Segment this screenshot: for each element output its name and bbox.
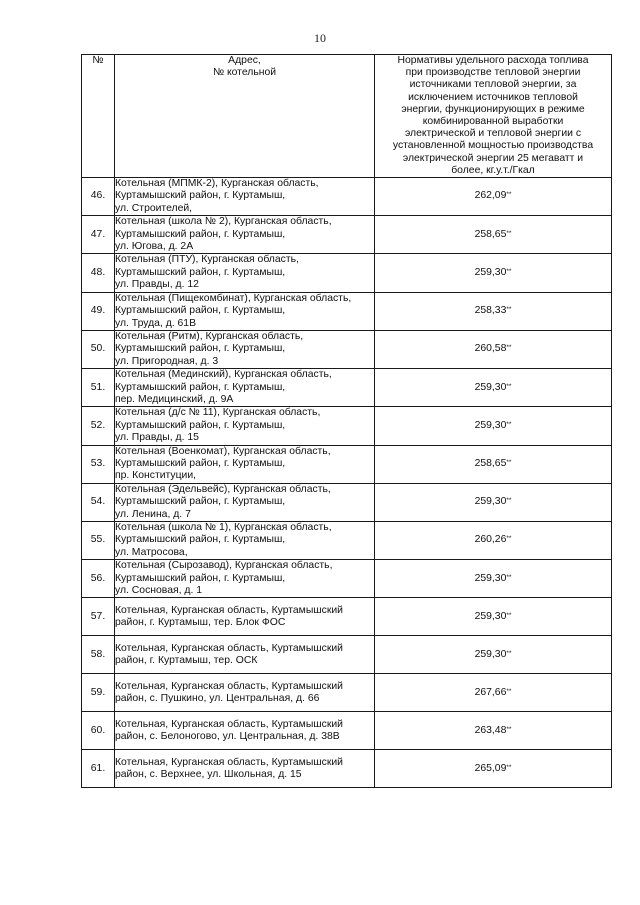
address-line: Куртамышский район, г. Куртамыш, (115, 228, 286, 240)
norm-value: 260,58 (474, 343, 507, 355)
table-row (82, 254, 612, 292)
table-row (82, 636, 612, 674)
footnote-mark: ** (506, 611, 512, 619)
address-line: ул. Правды, д. 15 (115, 432, 199, 444)
address-line: Котельная (школа № 1), Курганская область, (115, 522, 332, 533)
table-row (82, 216, 612, 254)
table-row (82, 560, 612, 598)
address-line: Котельная, Курганская область, Куртамышский (115, 642, 343, 654)
row-address (115, 560, 375, 598)
row-address (115, 712, 375, 750)
address-line: ул. Правды, д. 12 (115, 279, 199, 291)
address-line: Куртамышский район, г. Куртамыш, (115, 266, 286, 278)
norm-value: 259,30 (474, 266, 507, 278)
row-norm-value (375, 178, 612, 216)
row-address (115, 330, 375, 368)
row-number: 57. (82, 598, 115, 636)
header-norm (375, 55, 612, 178)
fuel-norms-table (81, 54, 612, 788)
row-address (115, 674, 375, 712)
footnote-mark: ** (506, 382, 512, 390)
footnote-mark: ** (506, 535, 512, 543)
table-row (82, 598, 612, 636)
table-row (82, 178, 612, 216)
address-line: Котельная, Курганская область, Куртамышский (115, 604, 343, 616)
row-norm-value (375, 216, 612, 254)
footnote-mark: ** (506, 344, 512, 352)
header-norm-line: электрической и тепловой энергии с (404, 128, 582, 140)
row-norm-value (375, 407, 612, 445)
footnote-mark: ** (506, 229, 512, 237)
row-number: 61. (82, 750, 115, 788)
row-address (115, 598, 375, 636)
footnote-mark: ** (506, 687, 512, 695)
page-number: 10 (314, 31, 326, 45)
header-norm-line: электрической энергии 25 мегаватт и (402, 152, 584, 164)
address-line: Котельная (МПМК-2), Курганская область, (115, 178, 319, 190)
table-row (82, 330, 612, 368)
table-row (82, 483, 612, 521)
row-address (115, 483, 375, 521)
table-row (82, 292, 612, 330)
norm-value: 259,30 (474, 610, 507, 622)
footnote-mark: ** (506, 649, 512, 657)
row-norm-value (375, 560, 612, 598)
row-number: 51. (82, 369, 115, 407)
address-line: Куртамышский район, г. Куртамыш, (115, 534, 286, 546)
address-line: Котельная (Сырозавод), Курганская область, (115, 560, 333, 572)
address-line: ул. Югова, д. 2А (115, 241, 194, 253)
address-line: Куртамышский район, г. Куртамыш, (115, 190, 286, 202)
address-line: Куртамышский район, г. Куртамыш, (115, 305, 286, 317)
table-header-row (82, 55, 612, 178)
row-norm-value (375, 750, 612, 788)
address-line: Куртамышский район, г. Куртамыш, (115, 572, 286, 584)
footnote-mark: ** (506, 725, 512, 733)
row-number: 55. (82, 522, 115, 560)
norm-value: 262,09 (474, 190, 507, 202)
header-norm-line: источниками тепловой энергии, за (409, 79, 577, 91)
address-line: район, с. Пушкино, ул. Центральная, д. 66 (115, 692, 320, 704)
row-norm-value (375, 369, 612, 407)
footnote-mark: ** (506, 573, 512, 581)
table-row (82, 674, 612, 712)
row-address (115, 254, 375, 292)
norm-value: 258,65 (474, 457, 507, 469)
row-number: 59. (82, 674, 115, 712)
footnote-mark: ** (506, 267, 512, 275)
footnote-mark: ** (506, 497, 512, 505)
address-line: район, г. Куртамыш, тер. Блок ФОС (115, 616, 286, 628)
norm-value: 263,48 (474, 724, 507, 736)
header-norm-line: исключением источников тепловой (408, 91, 578, 103)
norm-value: 260,26 (474, 534, 507, 546)
row-number: 58. (82, 636, 115, 674)
row-number: 47. (82, 216, 115, 254)
address-line: Котельная (Пищекомбинат), Курганская область, (115, 292, 352, 304)
address-line: Котельная (Военкомат), Курганская область, (115, 445, 331, 457)
row-number: 52. (82, 407, 115, 445)
address-line: Котельная, Курганская область, Куртамышский (115, 718, 343, 730)
address-line: ул. Строителей, (115, 202, 193, 214)
table-row (82, 369, 612, 407)
row-address (115, 522, 375, 560)
address-line: ул. Труда, д. 61В (115, 317, 197, 329)
norm-value: 259,30 (474, 419, 507, 431)
row-number: 54. (82, 483, 115, 521)
header-norm-line: комбинированной выработки (422, 116, 564, 128)
header-address (115, 55, 375, 178)
address-line: Куртамышский район, г. Куртамыш, (115, 381, 286, 393)
row-address (115, 750, 375, 788)
row-norm-value (375, 712, 612, 750)
norm-value: 259,30 (474, 496, 507, 508)
row-norm-value (375, 598, 612, 636)
row-address (115, 216, 375, 254)
row-norm-value (375, 483, 612, 521)
header-address-line: № котельной (212, 67, 277, 79)
address-line: ул. Матросова, (115, 546, 188, 558)
row-number: 46. (82, 178, 115, 216)
table-row (82, 407, 612, 445)
row-norm-value (375, 445, 612, 483)
header-norm-line: при производстве тепловой энергии (405, 67, 581, 79)
address-line: ул. Сосновая, д. 1 (115, 585, 202, 597)
norm-value: 267,66 (474, 686, 507, 698)
row-address (115, 636, 375, 674)
table-row (82, 445, 612, 483)
footnote-mark: ** (506, 420, 512, 428)
address-line: Куртамышский район, г. Куртамыш, (115, 419, 286, 431)
row-number: 50. (82, 330, 115, 368)
address-line: Куртамышский район, г. Куртамыш, (115, 457, 286, 469)
row-norm-value (375, 330, 612, 368)
address-line: Котельная (школа № 2), Курганская область, (115, 216, 332, 228)
row-number: 60. (82, 712, 115, 750)
address-line: Котельная (Эдельвейс), Курганская область, (115, 483, 331, 495)
row-norm-value (375, 636, 612, 674)
address-line: Куртамышский район, г. Куртамыш, (115, 496, 286, 508)
address-line: Котельная (Ритм), Курганская область, (115, 330, 304, 342)
norm-value: 265,09 (474, 762, 507, 774)
footnote-mark: ** (506, 191, 512, 199)
row-norm-value (375, 292, 612, 330)
norm-value: 258,33 (474, 305, 507, 317)
address-line: ул. Пригородная, д. 3 (115, 355, 219, 367)
row-number: 48. (82, 254, 115, 292)
address-line: Котельная (ПТУ), Курганская область, (115, 254, 299, 266)
table-row (82, 522, 612, 560)
row-norm-value (375, 674, 612, 712)
address-line: район, с. Верхнее, ул. Школьная, д. 15 (115, 768, 302, 780)
norm-value: 259,30 (474, 381, 507, 393)
norm-value: 259,30 (474, 572, 507, 584)
row-norm-value (375, 254, 612, 292)
footnote-mark: ** (506, 306, 512, 314)
row-number: 53. (82, 445, 115, 483)
header-norm-line: установленной мощностью производства (392, 140, 594, 152)
address-line: Котельная, Курганская область, Куртамышский (115, 680, 343, 692)
header-norm-line: энергии, функционирующих в режиме (401, 103, 585, 115)
table-row (82, 750, 612, 788)
footnote-mark: ** (506, 458, 512, 466)
table-row (82, 712, 612, 750)
header-number: № (82, 55, 115, 178)
header-norm-line: Нормативы удельного расхода топлива (397, 55, 589, 66)
row-number: 49. (82, 292, 115, 330)
row-address (115, 445, 375, 483)
row-number: 56. (82, 560, 115, 598)
address-line: Котельная, Курганская область, Куртамышский (115, 756, 343, 768)
norm-value: 259,30 (474, 648, 507, 660)
address-line: район, с. Белоногово, ул. Центральная, д. 38В (115, 730, 340, 742)
header-norm-line: более, кг.у.т./Гкал (451, 164, 535, 176)
row-address (115, 292, 375, 330)
address-line: пер. Медицинский, д. 9А (115, 393, 234, 405)
row-address (115, 178, 375, 216)
row-address (115, 369, 375, 407)
address-line: ул. Ленина, д. 7 (115, 508, 191, 520)
address-line: Котельная (Мединский), Курганская область, (115, 369, 332, 381)
address-line: район, г. Куртамыш, тер. ОСК (115, 654, 258, 666)
address-line: Котельная (д/с № 11), Курганская область, (115, 407, 321, 419)
address-line: пр. Конституции, (115, 470, 197, 482)
header-address-line: Адрес, (228, 55, 261, 66)
row-address (115, 407, 375, 445)
norm-value: 258,65 (474, 228, 507, 240)
address-line: Куртамышский район, г. Куртамыш, (115, 343, 286, 355)
row-norm-value (375, 522, 612, 560)
footnote-mark: ** (506, 763, 512, 771)
